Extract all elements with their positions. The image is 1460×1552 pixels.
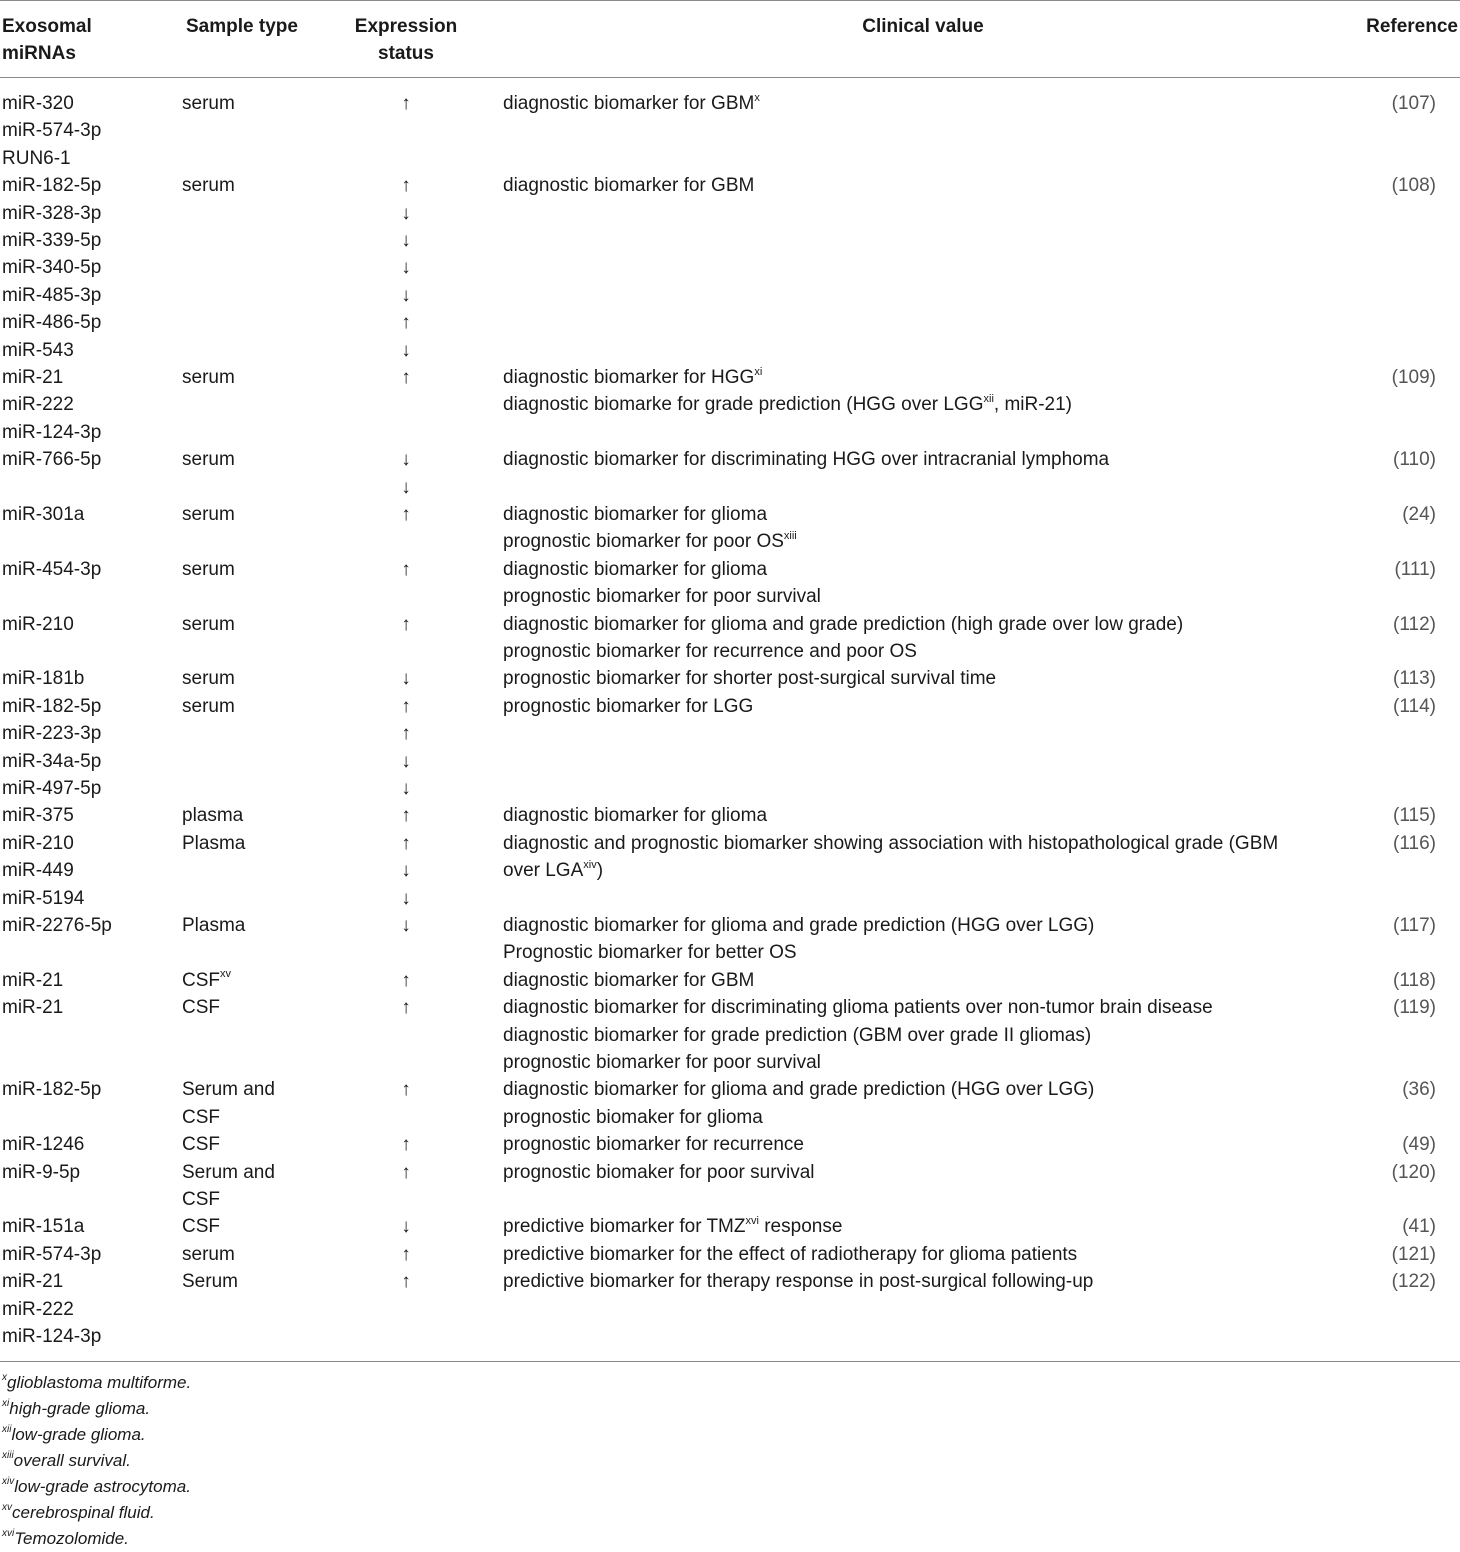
clinical-value-cell (503, 611, 1183, 666)
clinical-value-line: diagnostic biomarker for glioma (503, 504, 768, 525)
sample-type-text: Plasma (182, 832, 246, 854)
mirna-name: miR-2276-5p (2, 915, 112, 936)
sample-type-text: serum (182, 613, 235, 635)
clinical-value-line: diagnostic biomarker for GBM (503, 175, 755, 197)
table-bottom-rule (0, 1361, 1460, 1362)
mirna-name: miR-301a (2, 504, 85, 525)
expression-status-cell (380, 693, 432, 803)
expression-status-cell (380, 1159, 432, 1186)
expression-status-cell (380, 501, 432, 528)
mirna-name: miR-21 (2, 367, 64, 388)
up-arrow-icon: ↑ (401, 969, 411, 991)
mirna-cell (2, 172, 101, 364)
clinical-value-cell (503, 364, 1072, 419)
reference-cell: (24) (1402, 504, 1436, 525)
reference-cell: (115) (1393, 805, 1436, 827)
sample-type-cell (182, 830, 245, 857)
mirna-name: miR-574-3p (2, 120, 102, 142)
sample-type-cell (182, 1241, 235, 1268)
down-arrow-icon: ↓ (401, 202, 411, 224)
table-row (0, 1268, 1460, 1350)
table-row (0, 172, 1460, 364)
reference-cell: (107) (1391, 93, 1436, 114)
expression-status-cell (380, 912, 432, 939)
mirna-name: miR-124-3p (2, 1325, 102, 1347)
clinical-value-line: prognostic biomarker for poor survival (503, 586, 821, 608)
mirna-name: miR-574-3p (2, 1243, 102, 1265)
expression-status-cell (380, 364, 432, 391)
mirna-name: miR-21 (2, 1271, 64, 1293)
mirna-cell (2, 967, 63, 994)
mirna-name: miR-210 (2, 832, 74, 854)
expression-status-cell (380, 994, 432, 1021)
table-row (0, 1213, 1460, 1240)
footnote-marker: xiv (2, 1476, 15, 1488)
up-arrow-icon: ↑ (401, 1271, 411, 1293)
header-expression-line-2: status (378, 43, 434, 64)
clinical-value-line: predictive biomarker for therapy response in post-surgical following-up (503, 1271, 1094, 1293)
footnote-text: Temozolomide. (14, 1529, 129, 1548)
mirna-cell (2, 611, 74, 638)
sample-type-cell (182, 90, 235, 117)
footnote (2, 1396, 191, 1422)
mirna-name: miR-1246 (2, 1134, 85, 1156)
reference-cell: (49) (1402, 1134, 1436, 1156)
clinical-value-line: predictive biomarker for TMZ$^{xvi}$ response (503, 1215, 843, 1238)
down-arrow-icon: ↓ (401, 668, 411, 690)
table-row (0, 90, 1460, 172)
mirna-name: miR-151a (2, 1216, 85, 1238)
mirna-cell (2, 665, 84, 692)
up-arrow-icon: ↑ (401, 832, 411, 854)
up-arrow-icon: ↑ (401, 997, 411, 1019)
header-mirna-line-2: miRNAs (2, 43, 76, 64)
reference-cell: (120) (1391, 1161, 1436, 1183)
up-arrow-icon: ↑ (401, 1243, 411, 1265)
footnote-marker: xii (983, 393, 994, 406)
expression-status-cell (380, 172, 432, 364)
table-row (0, 611, 1460, 666)
mirna-name: miR-21 (2, 997, 64, 1019)
footnote (2, 1370, 191, 1396)
clinical-value-line: diagnostic biomarker for discriminating HGG over intracranial lymphoma (503, 449, 1110, 471)
clinical-value-line: diagnostic biomarker for discriminating glioma patients over non-tumor brain disease (503, 997, 1213, 1019)
footnote (2, 1526, 191, 1552)
mirna-name: miR-5194 (2, 887, 85, 909)
down-arrow-icon: ↓ (401, 860, 411, 882)
mirna-name: miR-182-5p (2, 1079, 102, 1101)
sample-type-text: serum (182, 695, 235, 717)
mirna-name: RUN6-1 (2, 147, 71, 169)
clinical-value-cell (503, 172, 754, 199)
clinical-value-cell (503, 693, 753, 720)
sample-type-cell (182, 967, 231, 994)
footnotes (2, 1370, 191, 1552)
clinical-value-cell (503, 665, 996, 692)
mirna-name: miR-182-5p (2, 695, 102, 717)
sample-type-text: serum (182, 367, 235, 388)
sample-type-cell (182, 1159, 275, 1214)
clinical-value-cell (503, 1076, 1094, 1131)
clinical-value-line: diagnostic biomarker for glioma (503, 558, 768, 580)
table-row (0, 1076, 1460, 1131)
mirna-name: miR-181b (2, 668, 85, 690)
sample-type-cell (182, 1213, 220, 1240)
expression-status-cell (380, 1268, 432, 1295)
mirna-name: miR-21 (2, 969, 64, 991)
down-arrow-icon: ↓ (401, 1216, 411, 1238)
sample-type-cell (182, 912, 245, 939)
down-arrow-icon: ↓ (401, 284, 411, 306)
up-arrow-icon: ↑ (401, 613, 411, 635)
reference-cell: (118) (1393, 969, 1436, 991)
reference-cell: (36) (1402, 1079, 1436, 1101)
clinical-value-line: predictive biomarker for the effect of radiotherapy for glioma patients (503, 1243, 1078, 1265)
reference-cell: (108) (1391, 175, 1436, 197)
clinical-value-line: Prognostic biomarker for better OS (503, 942, 797, 964)
down-arrow-icon: ↓ (401, 915, 411, 936)
mirna-cell (2, 802, 74, 829)
clinical-value-line: diagnostic biomarker for glioma (503, 805, 768, 827)
up-arrow-icon: ↑ (401, 1134, 411, 1156)
footnote-marker: xiii (783, 530, 797, 543)
reference-cell: (122) (1391, 1271, 1436, 1293)
mirna-name: miR-340-5p (2, 257, 102, 279)
expression-status-cell (380, 556, 432, 583)
footnote-marker: xiv (583, 858, 597, 871)
reference-cell: (119) (1393, 997, 1436, 1019)
clinical-value-line: prognostic biomarker for poor OS$^{xiii}$ (503, 530, 797, 553)
header-exosomal-mirnas (2, 13, 92, 67)
sample-type-text: CSF (182, 1134, 220, 1156)
down-arrow-icon: ↓ (401, 257, 411, 279)
clinical-value-cell (503, 1159, 815, 1186)
sample-type-text: Serum and (182, 1079, 275, 1101)
expression-status-cell (380, 611, 432, 638)
sample-type-text: serum (182, 449, 235, 471)
footnote-text: high-grade glioma. (9, 1399, 151, 1418)
sample-type-text: CSF (182, 1216, 220, 1238)
sample-type-cell (182, 1131, 220, 1158)
mirna-cell (2, 556, 101, 583)
footnote (2, 1422, 191, 1448)
reference-cell: (41) (1402, 1216, 1436, 1238)
mirna-name: miR-449 (2, 860, 74, 882)
down-arrow-icon: ↓ (401, 476, 411, 498)
footnote-text: overall survival. (13, 1451, 131, 1470)
clinical-value-line: diagnostic and prognostic biomarker showing association with histopathological grade (GBM (503, 832, 1279, 854)
sample-type-text: Plasma (182, 915, 246, 936)
footnote-marker: xii (2, 1424, 12, 1436)
up-arrow-icon: ↑ (401, 805, 411, 827)
header-bottom-rule (0, 77, 1460, 78)
mirna-name: miR-454-3p (2, 558, 102, 580)
sample-type-cell (182, 1076, 275, 1131)
table-row (0, 912, 1460, 967)
clinical-value-line: diagnostic biomarker for glioma and grade prediction (HGG over LGG) (503, 915, 1095, 936)
footnote-marker: xi (754, 365, 763, 378)
mirna-name: miR-375 (2, 805, 74, 827)
mirna-cell (2, 693, 101, 803)
clinical-value-cell (503, 830, 1278, 885)
table-row (0, 994, 1460, 1076)
footnote-marker: x (754, 91, 760, 104)
mirna-name: miR-320 (2, 93, 74, 114)
reference-cell: (112) (1393, 613, 1436, 635)
clinical-value-line: prognostic biomaker for glioma (503, 1106, 763, 1128)
down-arrow-icon: ↓ (401, 777, 411, 799)
mirna-cell (2, 1268, 101, 1350)
clinical-value-line: prognostic biomarker for recurrence (503, 1134, 804, 1156)
footnote-marker: xvi (2, 1528, 15, 1540)
mirna-name: miR-182-5p (2, 175, 102, 197)
up-arrow-icon: ↑ (401, 175, 411, 197)
mirna-name: miR-766-5p (2, 449, 102, 471)
down-arrow-icon: ↓ (401, 449, 411, 471)
reference-cell: (114) (1393, 695, 1436, 717)
footnote-marker: xi (2, 1398, 10, 1410)
sample-type-cell (182, 172, 235, 199)
clinical-value-line: over LGA$^{xiv}$) (503, 858, 604, 882)
table-row (0, 1159, 1460, 1214)
sample-type-cell (182, 693, 235, 720)
up-arrow-icon: ↑ (401, 723, 411, 745)
mirna-name: miR-497-5p (2, 777, 102, 799)
footnote (2, 1474, 191, 1500)
expression-status-cell (380, 967, 432, 994)
sample-type-text: serum (182, 504, 235, 525)
reference-cell: (113) (1393, 668, 1436, 690)
footnote-marker: xv (2, 1502, 12, 1514)
sample-type-cell (182, 665, 235, 692)
reference-cell: (109) (1391, 367, 1436, 388)
table-row (0, 1131, 1460, 1158)
mirna-name: miR-223-3p (2, 723, 102, 745)
up-arrow-icon: ↑ (401, 93, 411, 114)
footnote-marker: xiii (2, 1450, 14, 1462)
clinical-value-cell (503, 501, 797, 556)
footnote-marker: xv (220, 968, 231, 981)
sample-type-cell (182, 1268, 238, 1295)
up-arrow-icon: ↑ (401, 504, 411, 525)
expression-status-cell (380, 665, 432, 692)
expression-status-cell (380, 830, 432, 912)
footnote-marker: xvi (745, 1215, 759, 1228)
clinical-value-line: diagnostic biomarker for glioma and grade prediction (high grade over low grade) (503, 613, 1184, 635)
down-arrow-icon: ↓ (401, 339, 411, 361)
sample-type-text: CSF$^{xv}$ (182, 968, 231, 991)
table-row (0, 556, 1460, 611)
clinical-value-line: prognostic biomarker for shorter post-surgical survival time (503, 668, 997, 690)
expression-status-cell (380, 446, 432, 501)
table-row (0, 1241, 1460, 1268)
mirna-cell (2, 994, 63, 1021)
clinical-value-cell (503, 994, 1213, 1076)
clinical-value-line: prognostic biomarker for poor survival (503, 1051, 821, 1073)
expression-status-cell (380, 1131, 432, 1158)
footnote-text: cerebrospinal fluid. (12, 1503, 155, 1522)
reference-cell: (110) (1393, 449, 1436, 471)
sample-type-text: serum (182, 558, 235, 580)
table-row (0, 967, 1460, 994)
up-arrow-icon: ↑ (401, 367, 411, 388)
header-clinical-value: Clinical value (862, 16, 984, 37)
clinical-value-line: diagnostic biomarker for grade prediction (GBM over grade II gliomas) (503, 1024, 1092, 1046)
mirna-name: miR-486-5p (2, 312, 102, 334)
clinical-value-cell (503, 912, 1094, 967)
mirna-cell (2, 90, 101, 172)
clinical-value-line: diagnostic biomarker for HGG$^{xi}$ (503, 365, 763, 388)
clinical-value-cell (503, 1213, 842, 1240)
mirna-cell (2, 912, 112, 939)
clinical-value-cell (503, 1131, 804, 1158)
footnote-text: glioblastoma multiforme. (7, 1373, 192, 1392)
down-arrow-icon: ↓ (401, 887, 411, 909)
header-expression-status (350, 13, 462, 67)
sample-type-text: Serum and (182, 1161, 275, 1183)
table-row (0, 364, 1460, 446)
table-row (0, 802, 1460, 829)
up-arrow-icon: ↑ (401, 1079, 411, 1101)
footnote (2, 1448, 191, 1474)
header-reference: Reference (1366, 16, 1458, 37)
up-arrow-icon: ↑ (401, 312, 411, 334)
clinical-value-line: diagnostic biomarke for grade prediction (HGG over LGG$^{xii}$, miR-21) (503, 393, 1073, 416)
table-row (0, 693, 1460, 803)
mirna-name: miR-9-5p (2, 1161, 81, 1183)
up-arrow-icon: ↑ (401, 1161, 411, 1183)
table-row (0, 446, 1460, 501)
reference-cell: (111) (1394, 558, 1436, 580)
clinical-value-cell (503, 802, 767, 829)
mirna-cell (2, 364, 101, 446)
clinical-value-line: diagnostic biomarker for glioma and grade prediction (HGG over LGG) (503, 1079, 1095, 1101)
mirna-name: miR-124-3p (2, 421, 102, 443)
mirna-name: miR-210 (2, 613, 74, 635)
expression-status-cell (380, 90, 432, 117)
clinical-value-line: prognostic biomaker for poor survival (503, 1161, 815, 1183)
mirna-cell (2, 446, 101, 473)
sample-type-cell (182, 802, 243, 829)
up-arrow-icon: ↑ (401, 558, 411, 580)
sample-type-cell (182, 994, 220, 1021)
sample-type-cell (182, 446, 235, 473)
reference-cell: (121) (1391, 1243, 1436, 1265)
mirna-cell (2, 1131, 84, 1158)
mirna-name: miR-339-5p (2, 229, 102, 251)
clinical-value-line: prognostic biomarker for recurrence and poor OS (503, 640, 917, 662)
header-expression-line-1: Expression (354, 16, 458, 37)
mirna-name: miR-485-3p (2, 284, 102, 306)
sample-type-cell (182, 501, 235, 528)
mirna-cell (2, 501, 84, 528)
clinical-value-cell (503, 556, 821, 611)
sample-type-cell (182, 364, 235, 391)
table-top-rule (0, 0, 1460, 1)
sample-type-cell (182, 611, 235, 638)
table-row (0, 501, 1460, 556)
table-row (0, 830, 1460, 912)
clinical-value-line: prognostic biomarker for LGG (503, 695, 754, 717)
sample-type-text: serum (182, 1243, 235, 1265)
expression-status-cell (380, 802, 432, 829)
mirna-name: miR-222 (2, 1298, 74, 1320)
sample-type-text: serum (182, 175, 235, 197)
expression-status-cell (380, 1076, 432, 1103)
down-arrow-icon: ↓ (401, 229, 411, 251)
mirna-cell (2, 1241, 101, 1268)
expression-status-cell (380, 1213, 432, 1240)
sample-type-text: serum (182, 93, 235, 114)
clinical-value-cell (503, 967, 754, 994)
footnote (2, 1500, 191, 1526)
mirna-cell (2, 1159, 80, 1186)
clinical-value-cell (503, 90, 760, 117)
header-mirna-line-1: Exosomal (2, 16, 92, 37)
sample-type-text: CSF (182, 1106, 220, 1128)
sample-type-cell (182, 556, 235, 583)
clinical-value-line: diagnostic biomarker for GBM$^x$ (503, 91, 760, 114)
mirna-name: miR-222 (2, 394, 74, 416)
mirna-cell (2, 830, 84, 912)
footnote-text: low-grade glioma. (11, 1425, 146, 1444)
up-arrow-icon: ↑ (401, 695, 411, 717)
sample-type-text: serum (182, 668, 235, 690)
mirna-cell (2, 1076, 101, 1103)
clinical-value-cell (503, 1241, 1077, 1268)
footnote-text: low-grade astrocytoma. (14, 1477, 191, 1496)
mirna-cell (2, 1213, 84, 1240)
clinical-value-cell (503, 446, 1109, 473)
clinical-value-cell (503, 1268, 1093, 1295)
header-sample-type: Sample type (186, 16, 298, 37)
reference-cell: (117) (1393, 915, 1436, 936)
sample-type-text: CSF (182, 1188, 220, 1210)
expression-status-cell (380, 1241, 432, 1268)
mirna-name: miR-34a-5p (2, 750, 102, 772)
clinical-value-line: diagnostic biomarker for GBM (503, 969, 755, 991)
sample-type-text: CSF (182, 997, 220, 1019)
sample-type-text: Serum (182, 1271, 238, 1293)
reference-cell: (116) (1393, 832, 1436, 854)
table-row (0, 665, 1460, 692)
down-arrow-icon: ↓ (401, 750, 411, 772)
sample-type-text: plasma (182, 805, 244, 827)
mirna-name: miR-328-3p (2, 202, 102, 224)
footnote-marker: x (2, 1372, 7, 1384)
mirna-name: miR-543 (2, 339, 74, 361)
